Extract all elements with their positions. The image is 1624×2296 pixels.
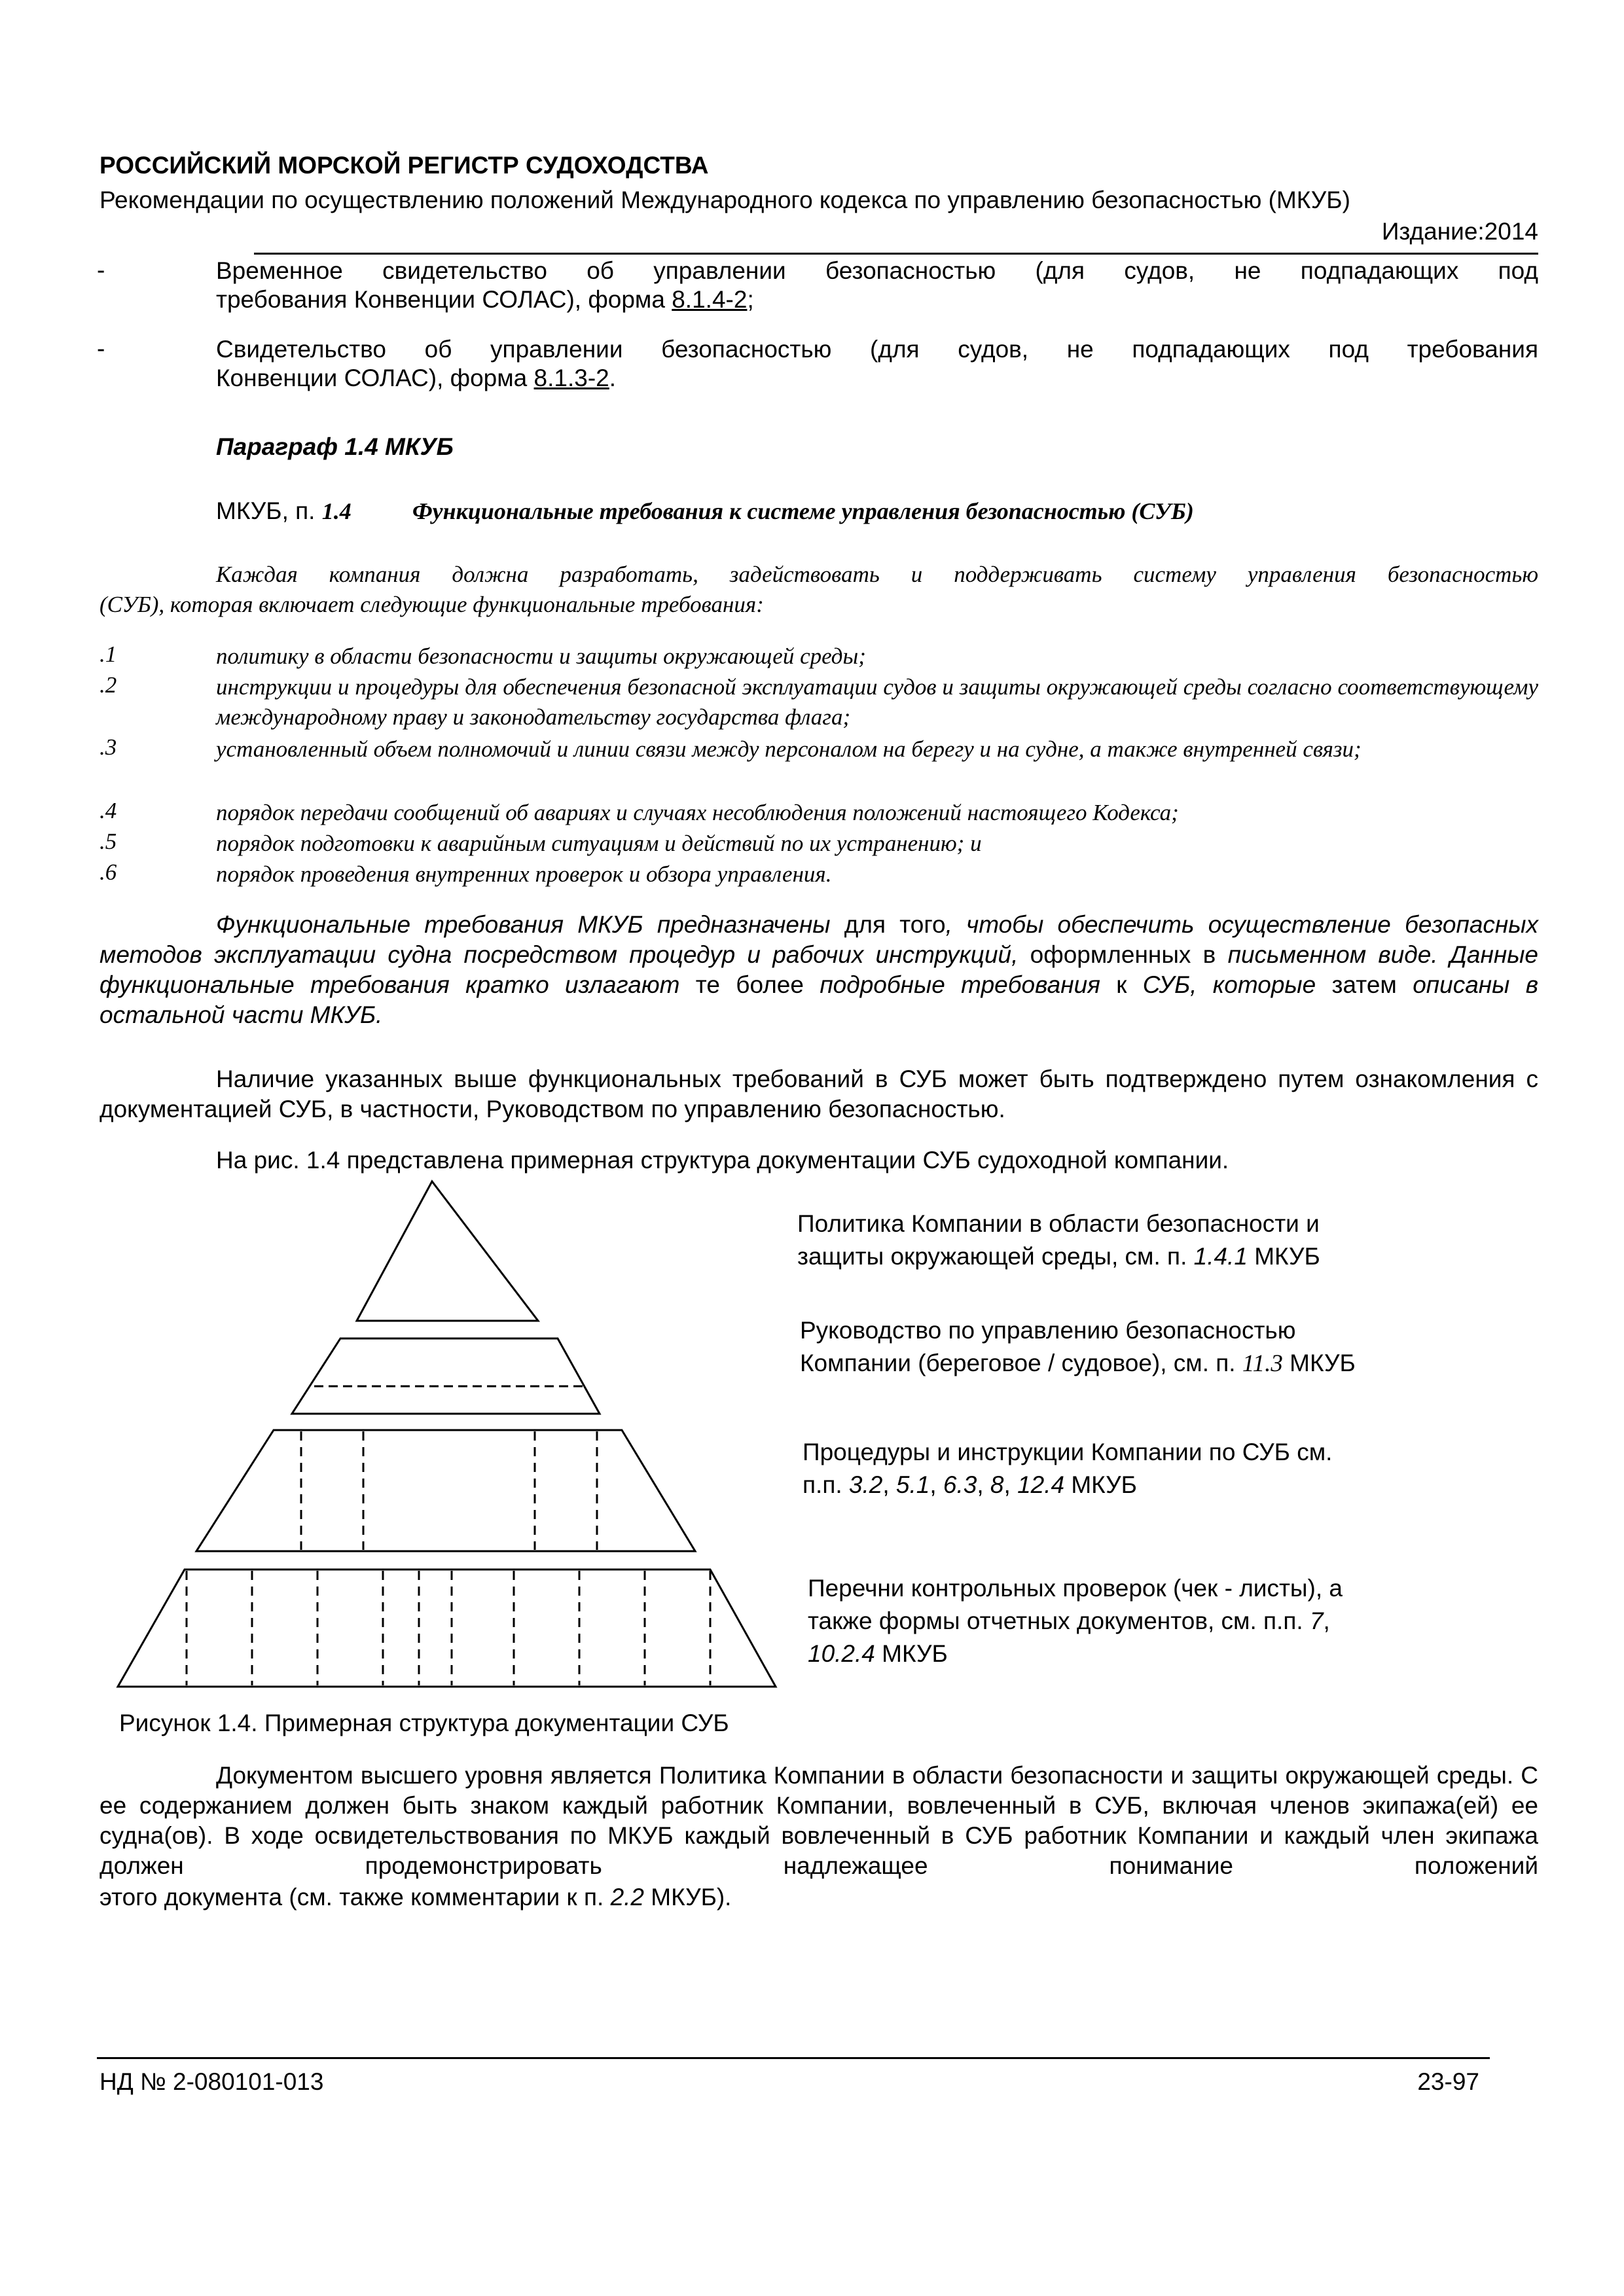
label-ref: 10.2.4: [808, 1640, 875, 1667]
label-manual: [800, 1314, 1356, 1380]
label-line: Руководство по управлению безопасностью: [800, 1317, 1296, 1344]
label-text: также формы отчетных документов, см. п.п.: [808, 1607, 1310, 1634]
label-text: ,: [977, 1471, 990, 1498]
label-line: [808, 1605, 1343, 1638]
bullet-text: требования Конвенции СОЛАС), форма: [216, 286, 672, 313]
item-text: инструкции и процедуры для обеспечения безопасной эксплуатации судов и защиты окружающей среды согласно соответствующему международному праву и законодательству государства флага;: [216, 674, 1538, 730]
para-seg: письменном виде. Данные функциональные требования кратко излагают: [99, 941, 1538, 998]
label-line: [808, 1638, 1343, 1670]
section-heading: Параграф 1.4 МКУБ: [216, 433, 454, 460]
presence-paragraph: Наличие указанных выше функциональных требований в СУБ может быть подтверждено путем ознакомления с документацией СУБ, в частности, Руководством по управлению безопасностью.: [99, 1066, 1538, 1122]
bullet-text: .: [609, 365, 617, 391]
document-paragraph: Документом высшего уровня является Политика Компании в области безопасности и защиты окружающей среды. С ее содержанием должен быть знаком каждый работник Компании, вовлеченный в СУБ, включая членов экипажа(ей) ее судна(ов). В ходе освидетельствования по МКУБ каждый вовлеченный в СУБ работник Компании и каждый член экипажа должен продемонстрировать надлежащее понимание положений: [99, 1762, 1538, 1879]
label-line: Политика Компании в области безопасности и: [797, 1210, 1320, 1237]
header-edition: Издание:2014: [1381, 218, 1538, 245]
label-policy: [797, 1208, 1320, 1273]
label-text: МКУБ: [875, 1640, 948, 1667]
label-ref: 6.3: [943, 1471, 977, 1498]
header-org: РОССИЙСКИЙ МОРСКОЙ РЕГИСТР СУДОХОДСТВА: [99, 152, 709, 179]
item-num: .4: [99, 798, 117, 823]
label-ref: 7: [1309, 1607, 1324, 1634]
item-num: .6: [99, 859, 117, 885]
para-seg: для того: [830, 911, 946, 938]
bullet-line: Временное свидетельство об управлении безопасностью (для судов, не подпадающих под: [216, 257, 1538, 284]
document-paragraph-end: [99, 1882, 731, 1912]
pyramid-tier-manual: [292, 1338, 600, 1414]
figure-caption: Рисунок 1.4. Примерная структура документации СУБ: [119, 1710, 729, 1736]
header-subtitle: Рекомендации по осуществлению положений Международного кодекса по управлению безопасностью (МКУБ): [99, 187, 1350, 213]
para-seg: к: [1100, 971, 1143, 998]
clause-title: Функциональные требования к системе управления безопасностью (СУБ): [412, 498, 1194, 524]
label-text: МКУБ: [1247, 1243, 1320, 1270]
label-text: защиты окружающей среды, см. п.: [797, 1243, 1194, 1270]
para-seg: подробные требования: [820, 971, 1100, 998]
label-line: [800, 1347, 1356, 1380]
bullet-text: Конвенции СОЛАС), форма: [216, 365, 534, 391]
label-line: [797, 1240, 1320, 1273]
label-text: МКУБ: [1282, 1350, 1356, 1376]
label-text: ,: [1323, 1607, 1330, 1634]
label-text: ,: [1003, 1471, 1018, 1498]
label-ref: 11.3: [1242, 1350, 1283, 1377]
label-checklists: [808, 1572, 1343, 1670]
pyramid-tier-policy: [357, 1181, 538, 1321]
label-text: ,: [882, 1471, 896, 1498]
item-num: .3: [99, 734, 117, 760]
para-seg: те более: [679, 971, 820, 998]
para-seg: МКУБ).: [644, 1884, 732, 1910]
para-seg: СУБ, которые: [1142, 971, 1316, 998]
figure-intro: На рис. 1.4 представлена примерная структура документации СУБ судоходной компании.: [216, 1147, 1229, 1174]
intro-line: Каждая компания должна разработать, задействовать и поддерживать систему управления безопасностью: [216, 562, 1538, 587]
clause-prefix: МКУБ, п.: [216, 497, 322, 524]
item-text: порядок подготовки к аварийным ситуациям и действий по их устранению; и: [216, 831, 982, 856]
intro-line: (СУБ), которая включает следующие функциональные требования:: [99, 592, 764, 617]
para-seg: этого документа (см. также комментарии к п.: [99, 1884, 611, 1910]
label-text: ,: [929, 1471, 943, 1498]
item-text: порядок передачи сообщений об авариях и случаях несоблюдения положений настоящего Кодекса;: [216, 800, 1179, 825]
bullet-line: Свидетельство об управлении безопасностью (для судов, не подпадающих под требования: [216, 336, 1538, 363]
item-num: .5: [99, 829, 117, 854]
para-seg: описаны в остальной части МКУБ.: [99, 971, 1539, 1028]
footer-page-number: 23-97: [1417, 2068, 1479, 2095]
label-text: п.п.: [803, 1471, 849, 1498]
label-procedures: [803, 1436, 1332, 1501]
label-text: Компании (береговое / судовое), см. п.: [800, 1350, 1242, 1376]
item-num: .1: [99, 641, 117, 667]
label-line: [803, 1469, 1332, 1501]
item-text: порядок проведения внутренних проверок и обзора управления.: [216, 861, 832, 887]
bullet-dash: -: [97, 335, 105, 362]
form-link[interactable]: 8.1.4-2: [672, 286, 748, 313]
item-text: политику в области безопасности и защиты окружающей среды;: [216, 643, 866, 669]
label-ref: 3.2: [848, 1471, 883, 1498]
footer-rule: [97, 2057, 1490, 2059]
item-text: установленный объем полномочий и линии связи между персоналом на берегу и на судне, а также внутренней связи;: [216, 736, 1362, 762]
para-seg: оформленных в: [1018, 941, 1228, 968]
label-ref: 12.4: [1017, 1471, 1065, 1498]
clause-num: 1.4: [321, 498, 352, 524]
bullet-dash: -: [97, 257, 105, 283]
footer-doc-number: НД № 2-080101-013: [99, 2068, 324, 2095]
label-ref: 1.4.1: [1193, 1243, 1248, 1270]
bullet-text: ;: [747, 286, 754, 313]
para-seg: Функциональные требования МКУБ предназначены: [216, 911, 831, 938]
pyramid-tier-checklists: [118, 1570, 776, 1687]
label-line: Перечни контрольных проверок (чек - листы), а: [808, 1575, 1343, 1602]
item-num: .2: [99, 672, 117, 698]
label-ref: 8: [990, 1471, 1004, 1498]
label-line: Процедуры и инструкции Компании по СУБ см.: [803, 1439, 1333, 1465]
para-seg: , чтобы обеспечить осуществление безопасных методов эксплуатации судна посредством процедур и рабочих инструкций,: [99, 911, 1538, 968]
label-text: МКУБ: [1064, 1471, 1137, 1498]
para-ref: 2.2: [610, 1884, 644, 1910]
label-ref: 5.1: [895, 1471, 930, 1498]
para-seg: затем: [1316, 971, 1413, 998]
form-link[interactable]: 8.1.3-2: [533, 365, 609, 391]
pyramid-tier-procedures: [196, 1430, 695, 1551]
